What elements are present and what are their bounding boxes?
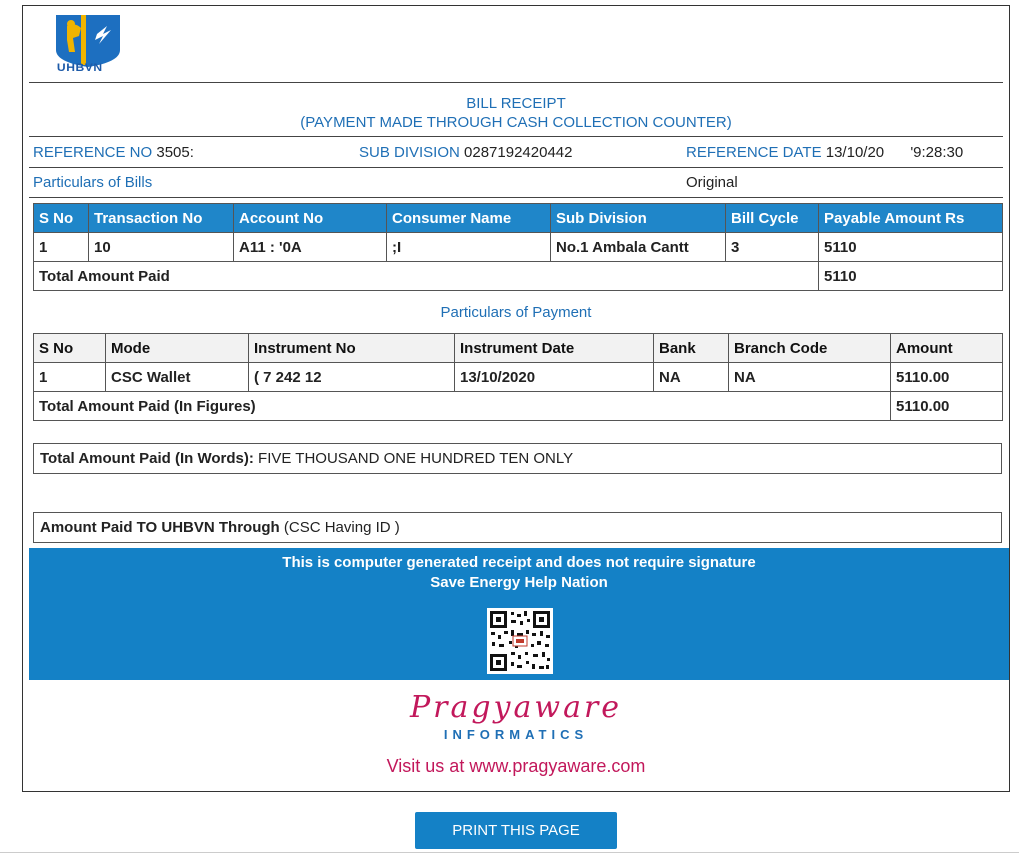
- col-header: Bill Cycle: [726, 204, 819, 233]
- particulars-of-bills-label: Particulars of Bills: [33, 174, 153, 191]
- col-header: Payable Amount Rs: [819, 204, 1003, 233]
- col-header: S No: [34, 204, 89, 233]
- payment-table: [33, 333, 1003, 421]
- col-header: Account No: [234, 204, 387, 233]
- amount-in-words-value: FIVE THOUSAND ONE HUNDRED TEN ONLY: [258, 450, 574, 467]
- col-header: Branch Code: [729, 334, 891, 363]
- copy-type-value: Original: [686, 174, 738, 191]
- col-header: Instrument Date: [455, 334, 654, 363]
- col-header: S No: [34, 334, 106, 363]
- table-row: [34, 233, 1003, 262]
- sub-division-value: 0287192420442: [464, 144, 573, 161]
- total-row: [34, 262, 1003, 291]
- total-label: Total Amount Paid (In Figures): [34, 392, 891, 421]
- divider: [29, 136, 1003, 137]
- brand-name: Pragyaware: [409, 690, 623, 725]
- footer-line2: Save Energy Help Nation: [430, 574, 608, 591]
- table-cell: ;I: [387, 233, 551, 262]
- total-label: Total Amount Paid: [34, 262, 819, 291]
- paid-through-value: (CSC Having ID ): [283, 519, 400, 536]
- amount-in-words-label: Total Amount Paid (In Words):: [40, 450, 254, 467]
- receipt-subtitle: (PAYMENT MADE THROUGH CASH COLLECTION COUNTER): [300, 114, 732, 131]
- bill-receipt-panel: [22, 5, 1010, 792]
- col-header: Bank: [654, 334, 729, 363]
- copy-type: [686, 174, 738, 191]
- col-header: Instrument No: [249, 334, 455, 363]
- bills-header-row: [34, 204, 1003, 233]
- reference-date-label: REFERENCE DATE: [686, 144, 822, 161]
- table-cell: 13/10/2020: [455, 363, 654, 392]
- reference-date-value: 13/10/20: [825, 144, 885, 161]
- table-cell: NA: [654, 363, 729, 392]
- col-header: Sub Division: [551, 204, 726, 233]
- reference-date: [686, 144, 963, 161]
- table-row: [34, 363, 1003, 392]
- paid-through-label: Amount Paid TO UHBVN Through: [40, 519, 280, 536]
- col-header: Transaction No: [89, 204, 234, 233]
- particulars-of-payment-title: Particulars of Payment: [440, 304, 592, 321]
- total-value: 5110.00: [891, 392, 1003, 421]
- pragyaware-brand: [23, 690, 1009, 777]
- col-header: Amount: [891, 334, 1003, 363]
- table-cell: 5110.00: [891, 363, 1003, 392]
- table-cell: 5110: [819, 233, 1003, 262]
- print-page-button[interactable]: PRINT THIS PAGE: [415, 812, 617, 849]
- table-cell: 3: [726, 233, 819, 262]
- sub-division-label: SUB DIVISION: [359, 144, 460, 161]
- total-value: 5110: [819, 262, 1003, 291]
- divider: [29, 82, 1003, 83]
- table-cell: CSC Wallet: [106, 363, 249, 392]
- paid-through: [33, 512, 1002, 543]
- payment-header-row: [34, 334, 1003, 363]
- table-cell: NA: [729, 363, 891, 392]
- table-cell: No.1 Ambala Cantt: [551, 233, 726, 262]
- reference-no: [33, 144, 194, 161]
- logo-text: UHBVN: [56, 62, 103, 74]
- receipt-title-block: [23, 94, 1009, 132]
- brand-tagline: INFORMATICS: [443, 727, 589, 742]
- reference-no-value: 3505:: [156, 144, 194, 161]
- total-row: [34, 392, 1003, 421]
- table-cell: 1: [34, 363, 106, 392]
- amount-in-words: [33, 443, 1002, 474]
- table-cell: ( 7 242 12: [249, 363, 455, 392]
- qr-code-icon: [487, 608, 553, 674]
- divider: [29, 167, 1003, 168]
- table-cell: 10: [89, 233, 234, 262]
- bills-table: [33, 203, 1003, 291]
- divider: [0, 852, 1019, 853]
- footer-line1: This is computer generated receipt and does not require signature: [282, 554, 756, 571]
- receipt-title: BILL RECEIPT: [466, 95, 566, 112]
- table-cell: 1: [34, 233, 89, 262]
- reference-no-label: REFERENCE NO: [33, 144, 153, 161]
- sub-division: [359, 144, 572, 161]
- col-header: Mode: [106, 334, 249, 363]
- lineman-icon: [53, 12, 123, 68]
- divider: [29, 197, 1003, 198]
- footer-band: [29, 548, 1009, 680]
- qr-code: [487, 608, 553, 674]
- brand-website-link[interactable]: Visit us at www.pragyaware.com: [386, 756, 646, 776]
- table-cell: A11 : '0A: [234, 233, 387, 262]
- col-header: Consumer Name: [387, 204, 551, 233]
- reference-time-value: '9:28:30: [910, 144, 964, 161]
